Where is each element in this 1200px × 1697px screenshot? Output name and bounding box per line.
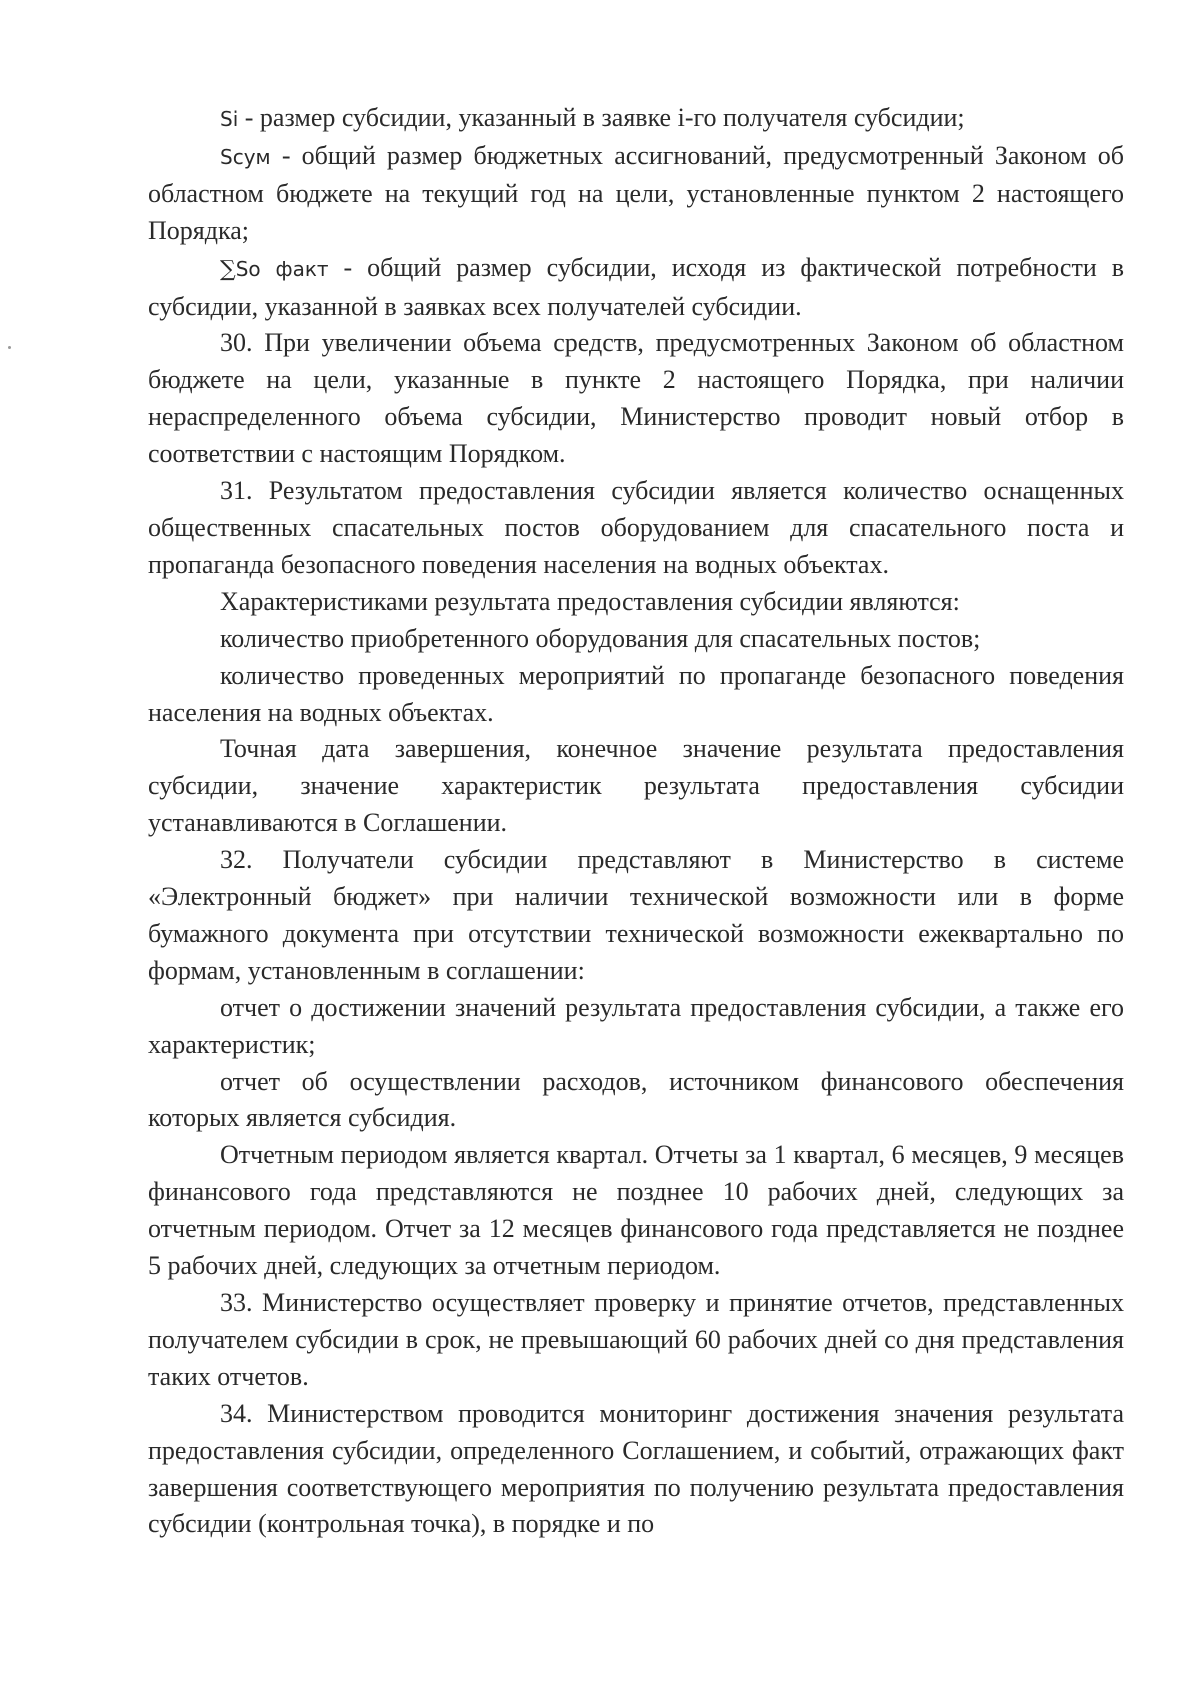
document-page xyxy=(148,100,1124,1543)
paragraph-equipment: количество приобретенного оборудования для спасательных постов; xyxy=(220,623,981,653)
ssum-symbol: Sсум xyxy=(220,144,271,169)
definition-si xyxy=(148,100,1124,138)
paragraph-31: 31. Результатом предоставления субсидии является количество оснащенных общественных спасательных постов оборудованием для спасательного поста и пропаганда безопасного поведения населения на водных объектах. xyxy=(148,476,1124,579)
paragraph-33: 33. Министерство осуществляет проверку и принятие отчетов, представленных получателем субсидии в срок, не превышающий 60 рабочих дней со дня представления таких отчетов. xyxy=(148,1288,1124,1391)
paragraph-report-expenses: отчет об осуществлении расходов, источником финансового обеспечения которых является субсидия. xyxy=(148,1066,1124,1133)
sigma-symbol: ∑ xyxy=(220,256,236,282)
paragraph-report-results: отчет о достижении значений результата предоставления субсидии, а также его характеристик; xyxy=(148,992,1124,1059)
scan-speck xyxy=(8,346,11,349)
paragraph-characteristics: Характеристиками результата предоставления субсидии являются: xyxy=(220,586,960,616)
paragraph-30: 30. При увеличении объема средств, предусмотренных Законом об областном бюджете на цели, указанные в пункте 2 настоящего Порядка, при наличии нераспределенного объема субсидии, Министерство проводит новый отбор в соответствии с настоящим Порядком. xyxy=(148,328,1124,469)
paragraph-reporting-period: Отчетным периодом является квартал. Отчеты за 1 квартал, 6 месяцев, 9 месяцев финансового года представляются не позднее 10 рабочих дней, следующих за отчетным периодом. Отчет за 12 месяцев финансового года представляется не позднее 5 рабочих дней, следующих за отчетным периодом. xyxy=(148,1140,1124,1281)
paragraph-events: количество проведенных мероприятий по пропаганде безопасного поведения населения на водных объектах. xyxy=(148,660,1124,727)
si-text: - размер субсидии, указанный в заявке i-го получателя субсидии; xyxy=(238,103,965,132)
so-text: - общий размер субсидии, исходя из фактической потребности в субсидии, указанной в заявках всех получателей субсидии. xyxy=(148,252,1125,321)
paragraph-34: 34. Министерством проводится мониторинг достижения значения результата предоставления субсидии, определенного Соглашением, и событий, отражающих факт завершения соответствующего мероприятия по получению результата предоставления субсидии (контрольная точка), в порядке и по xyxy=(148,1398,1124,1539)
paragraph-exact-date: Точная дата завершения, конечное значение результата предоставления субсидии, значение характеристик результата предоставления субсидии устанавливаются в Соглашении. xyxy=(148,734,1124,838)
ssum-text: - общий размер бюджетных ассигнований, предусмотренный Законом об областном бюджете на текущий год на цели, установленные пунктом 2 настоящего Порядка; xyxy=(148,140,1124,245)
definition-ssum xyxy=(148,138,1124,250)
definition-so xyxy=(148,250,1124,326)
si-symbol: Si xyxy=(220,107,239,131)
so-symbol: So факт xyxy=(235,256,329,281)
paragraph-32: 32. Получатели субсидии представляют в Министерство в системе «Электронный бюджет» при наличии технической возможности или в форме бумажного документа при отсутствии технической возможности ежеквартально по формам, установленным в соглашении: xyxy=(148,845,1124,985)
